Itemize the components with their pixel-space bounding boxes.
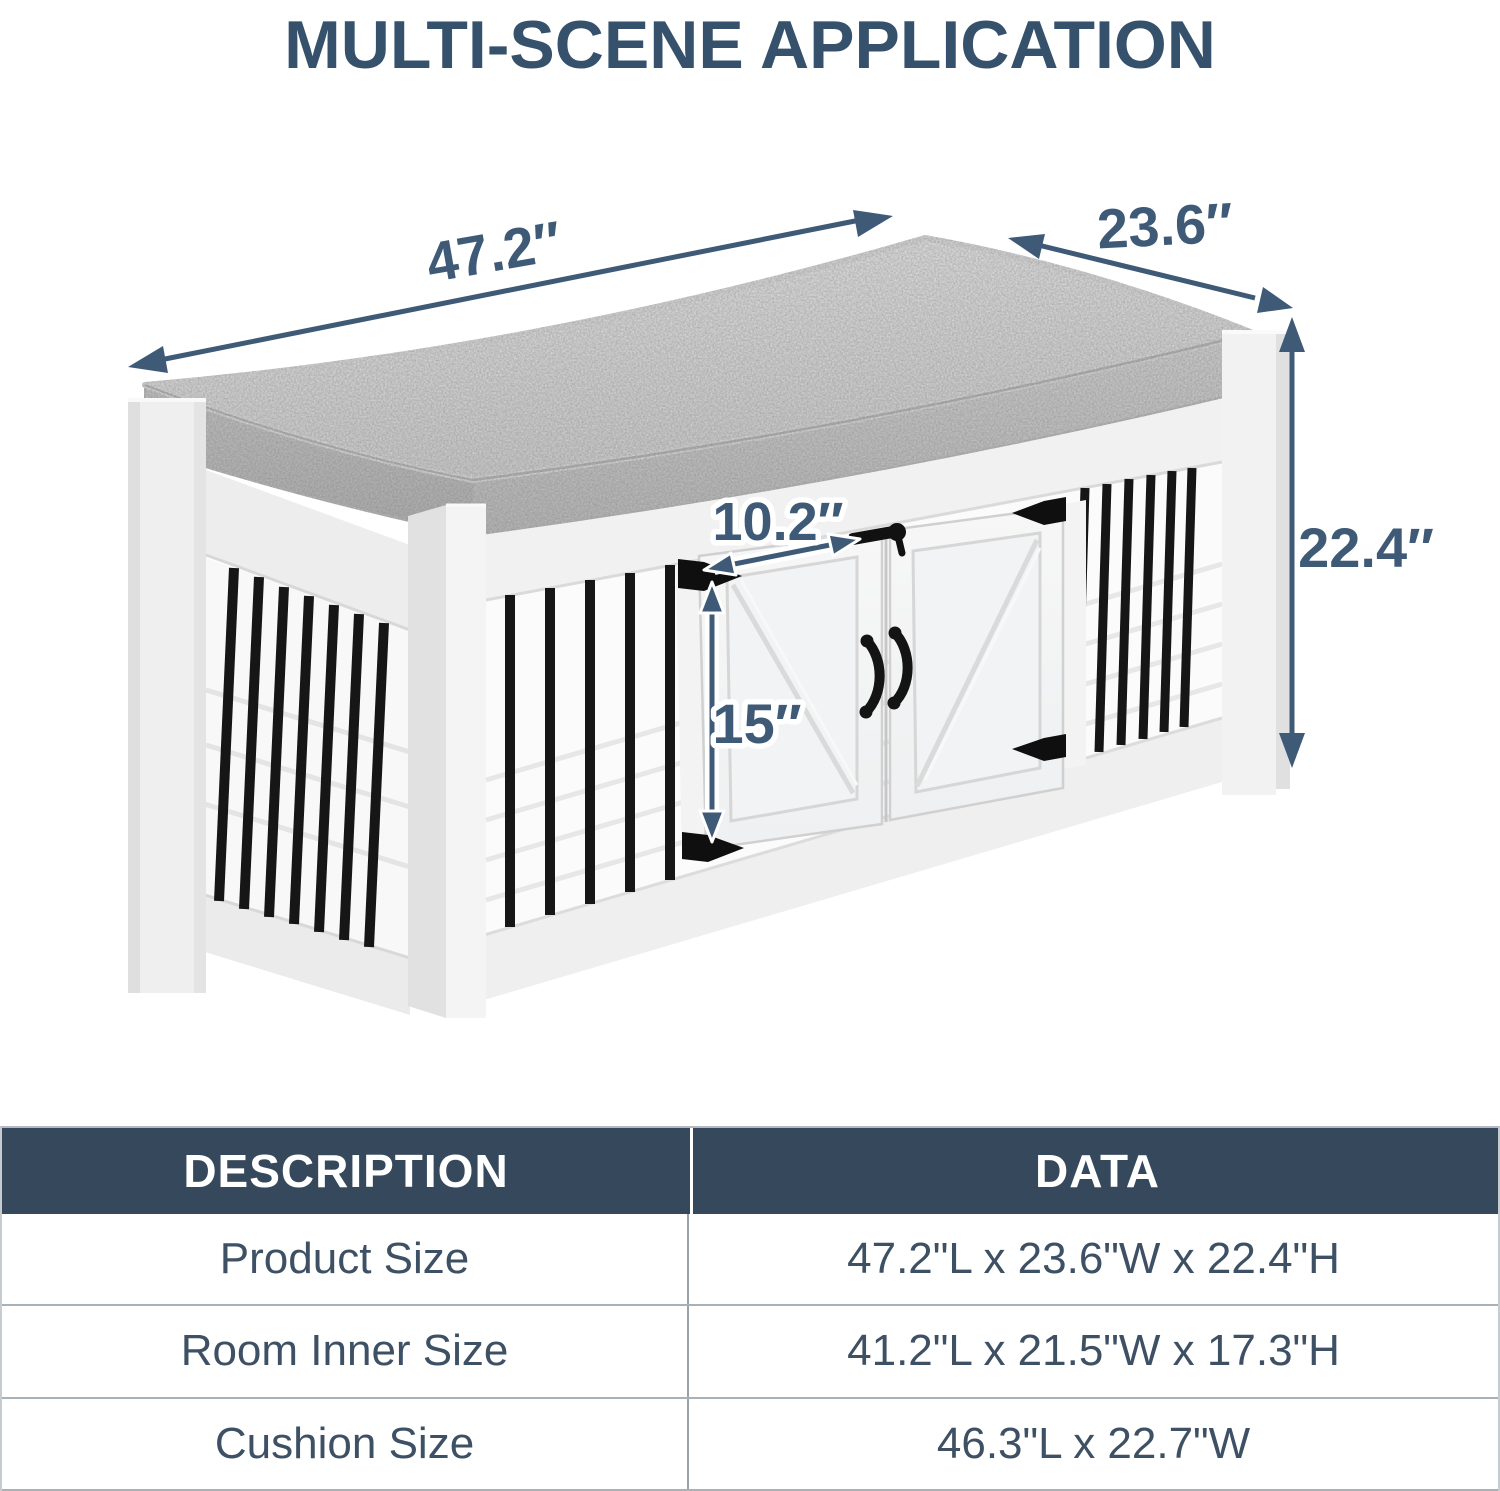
cell-product-size-label: Product Size [2,1214,689,1305]
cell-cushion-size-value: 46.3"L x 22.7"W [936,1418,1251,1468]
table-row [2,1306,1498,1399]
dimension-label-length: 47.2″ [421,208,567,295]
cell-product-size-value: 47.2"L x 23.6"W x 22.4"H [847,1233,1340,1283]
page-title: MULTI-SCENE APPLICATION [284,7,1216,83]
dimension-label-door-width: 10.2″ [712,492,844,552]
table-row [2,1399,1498,1491]
barn-door-right [890,507,1063,820]
cell-room-inner-size-value: 41.2"L x 21.5"W x 17.3"H [847,1326,1340,1376]
post-far-left [128,398,206,993]
cell-room-inner-size-label: Room Inner Size [2,1306,689,1397]
table-header-data: DATA [1035,1144,1160,1197]
table-header-description: DESCRIPTION [2,1128,693,1214]
door-jamb-right [1063,500,1086,769]
dimension-label-height: 22.4″ [1298,516,1434,579]
spec-table [0,1126,1500,1491]
dimension-label-door-height: 15″ [712,692,802,755]
cell-cushion-size-label: Cushion Size [2,1399,689,1490]
table-row [2,1214,1498,1307]
post-front-left [408,505,486,1018]
dimension-arrow-height [1279,317,1434,768]
spec-table-header [2,1128,1498,1214]
post-right [1222,330,1290,795]
dimension-label-width: 23.6″ [1095,190,1235,261]
